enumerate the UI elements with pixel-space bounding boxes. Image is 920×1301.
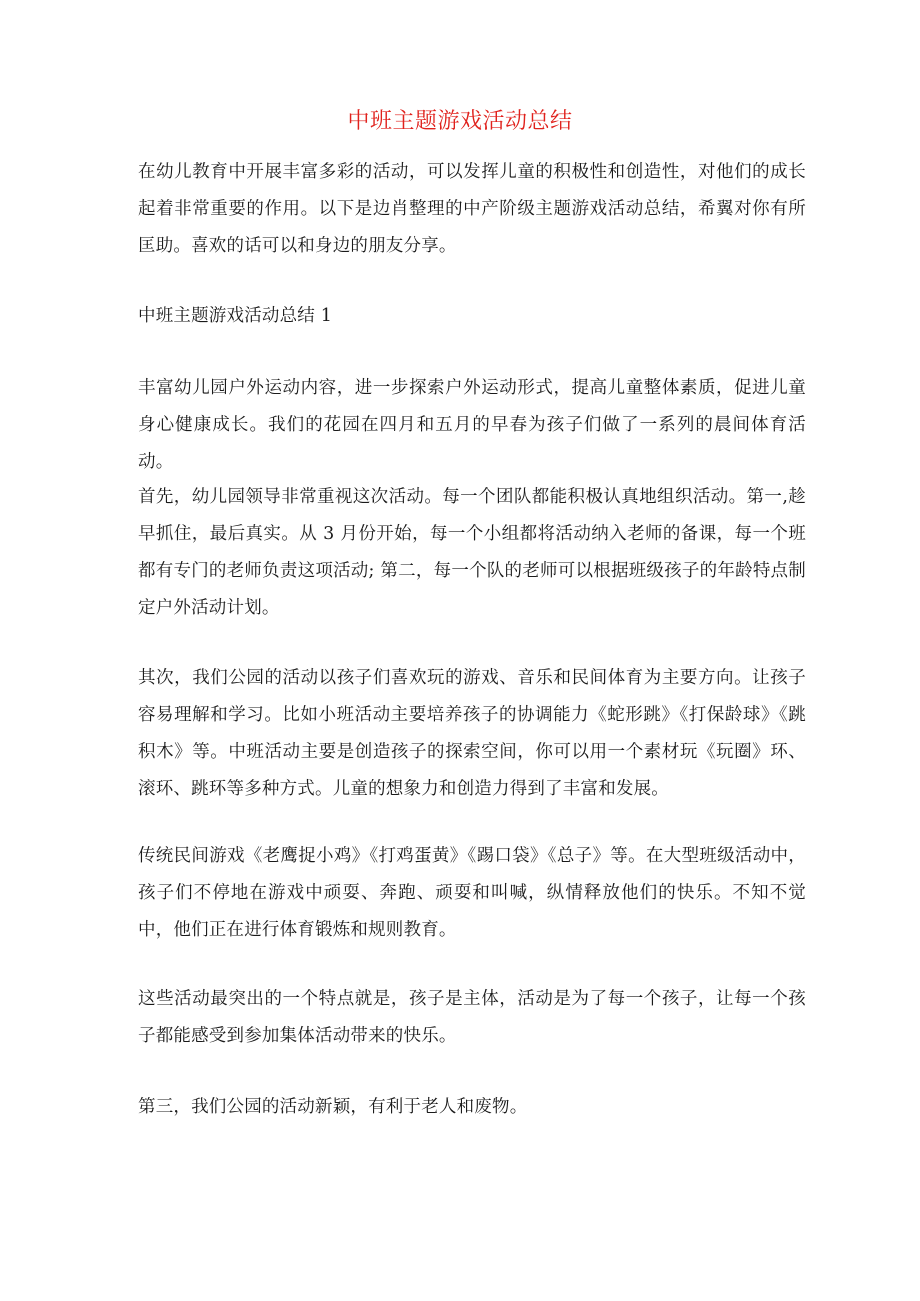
document-title: 中班主题游戏活动总结 bbox=[347, 109, 573, 134]
body-paragraph-4: 传统民间游戏《老鹰捉小鸡》《打鸡蛋黄》《踢口袋》《总子》等。在大型班级活动中，孩子们不停地在游戏中顽耍、奔跑、顽耍和叫喊，纵情释放他们的快乐。不知不觉中，他们正在进行体育锻炼和规则教育。 bbox=[138, 846, 806, 940]
body-paragraph-5: 这些活动最突出的一个特点就是，孩子是主体，活动是为了每一个孩子，让每一个孩子都能感受到参加集体活动带来的快乐。 bbox=[138, 989, 806, 1046]
section-heading: 中班主题游戏活动总结 1 bbox=[138, 306, 333, 326]
body-paragraph-6: 第三，我们公园的活动新颖，有利于老人和废物。 bbox=[138, 1097, 528, 1117]
intro-paragraph: 在幼儿教育中开展丰富多彩的活动，可以发挥儿童的积极性和创造性，对他们的成长起着非常重要的作用。以下是边肖整理的中产阶级主题游戏活动总结，希翼对你有所匡助。喜欢的话可以和身边的朋友分享。 bbox=[138, 162, 806, 256]
body-paragraph-2: 首先，幼儿园领导非常重视这次活动。每一个团队都能积极认真地组织活动。第一,趁早抓住，最后真实。从 3 月份开始，每一个小组都将活动纳入老师的备课，每一个班都有专门的老师负责这项活动; 第二，每一个队的老师可以根据班级孩子的年龄特点制定户外活动计划。 bbox=[138, 487, 806, 618]
body-paragraph-1: 丰富幼儿园户外运动内容，进一步探索户外运动形式，提高儿童整体素质，促进儿童身心健康成长。我们的花园在四月和五月的早春为孩子们做了一系列的晨间体育活动。 bbox=[138, 378, 806, 472]
body-paragraph-3: 其次，我们公园的活动以孩子们喜欢玩的游戏、音乐和民间体育为主要方向。让孩子容易理解和学习。比如小班活动主要培养孩子的协调能力《蛇形跳》《打保龄球》《跳积木》等。中班活动主要是创造孩子的探索空间，你可以用一个素材玩《玩圈》环、滚环、跳环等多种方式。儿童的想象力和创造力得到了丰富和发展。 bbox=[138, 668, 806, 799]
